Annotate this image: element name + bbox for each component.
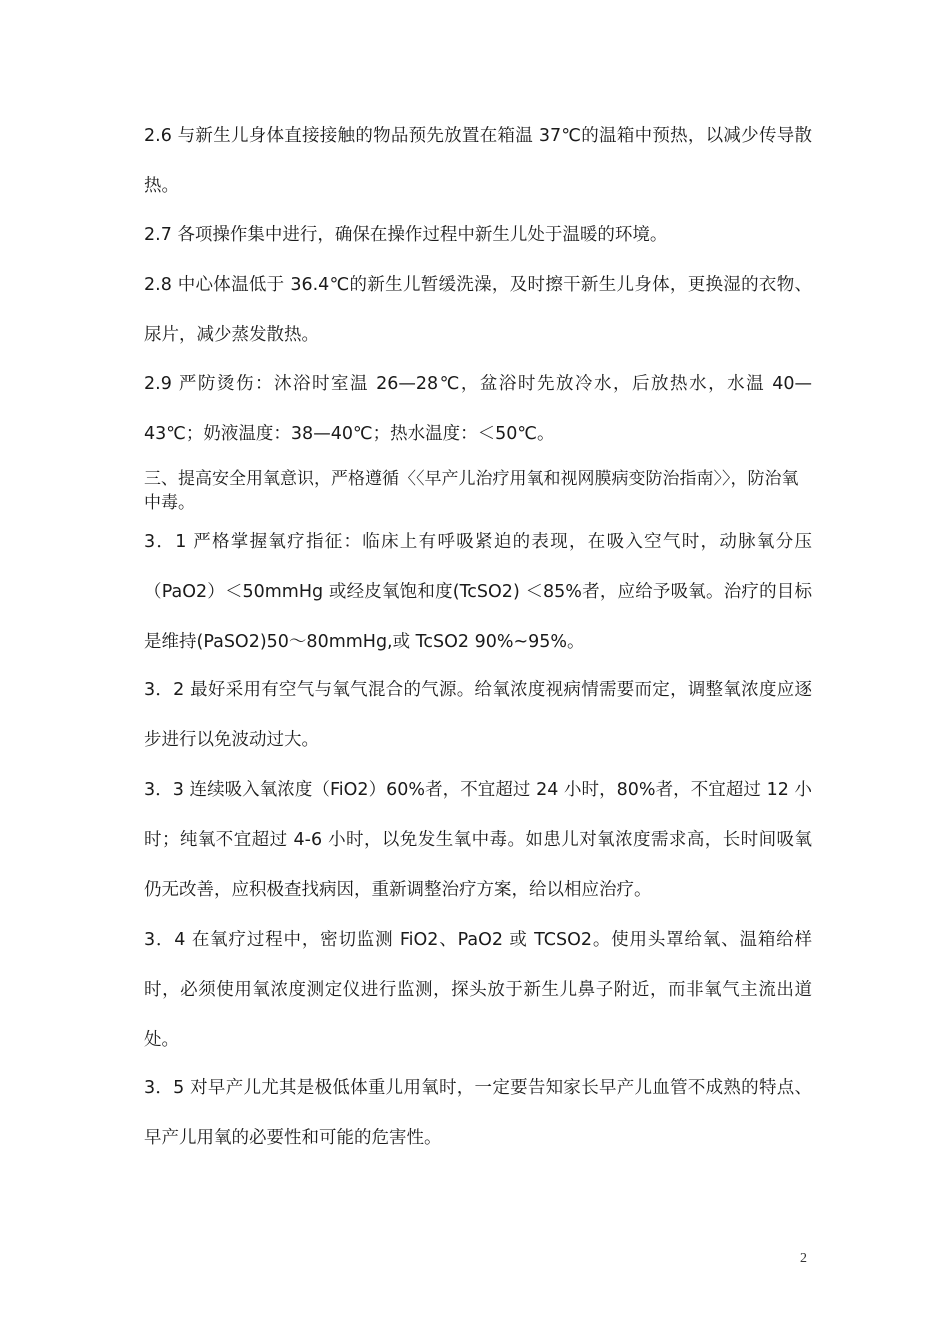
paragraph-2-9: 2.9 严防烫伤：沐浴时室温 26—28℃，盆浴时先放冷水，后放热水，水温 40—43℃；奶液温度：38—40℃；热水温度：＜50℃。 [144, 374, 812, 444]
paragraph-2-6: 2.6 与新生儿身体直接接触的物品预先放置在箱温 37℃的温箱中预热，以减少传导散热。 [144, 126, 812, 196]
page-number: 2 [800, 1251, 807, 1266]
paragraph-3-5: 3．5 对早产儿尤其是极低体重儿用氧时，一定要告知家长早产儿血管不成熟的特点、早产儿用氧的必要性和可能的危害性。 [144, 1078, 812, 1148]
paragraph-3-2: 3．2 最好采用有空气与氧气混合的气源。给氧浓度视病情需要而定，调整氧浓度应逐步进行以免波动过大。 [144, 680, 812, 750]
section-heading-3: 三、提高安全用氧意识，严格遵循〈〈早产儿治疗用氧和视网膜病变防治指南〉〉，防治氧中毒。 [144, 469, 799, 513]
paragraph-2-8: 2.8 中心体温低于 36.4℃的新生儿暂缓洗澡，及时擦干新生儿身体，更换湿的衣物、尿片，减少蒸发散热。 [144, 275, 812, 345]
paragraph-3-3: 3．3 连续吸入氧浓度（FiO2）60%者，不宜超过 24 小时，80%者，不宜超过 12 小时；纯氧不宜超过 4-6 小时，以免发生氧中毒。如患儿对氧浓度需求高，长时间吸氧仍无改善，应积极查找病因，重新调整治疗方案，给以相应治疗。 [144, 780, 812, 900]
paragraph-3-4: 3．4 在氧疗过程中，密切监测 FiO2、PaO2 或 TCSO2。使用头罩给氧、温箱给样时，必须使用氧浓度测定仪进行监测，探头放于新生儿鼻子附近，而非氧气主流出道处。 [144, 930, 812, 1050]
paragraph-2-7: 2.7 各项操作集中进行，确保在操作过程中新生儿处于温暖的环境。 [144, 225, 668, 245]
paragraph-3-1: 3．1 严格掌握氧疗指征：临床上有呼吸紧迫的表现，在吸入空气时，动脉氧分压（PaO2）＜50mmHg 或经皮氧饱和度(TcSO2) ＜85%者，应给予吸氧。治疗的目标是维持(PaSO2)50～80mmHg,或 TcSO2 90%~95%。 [144, 532, 812, 652]
